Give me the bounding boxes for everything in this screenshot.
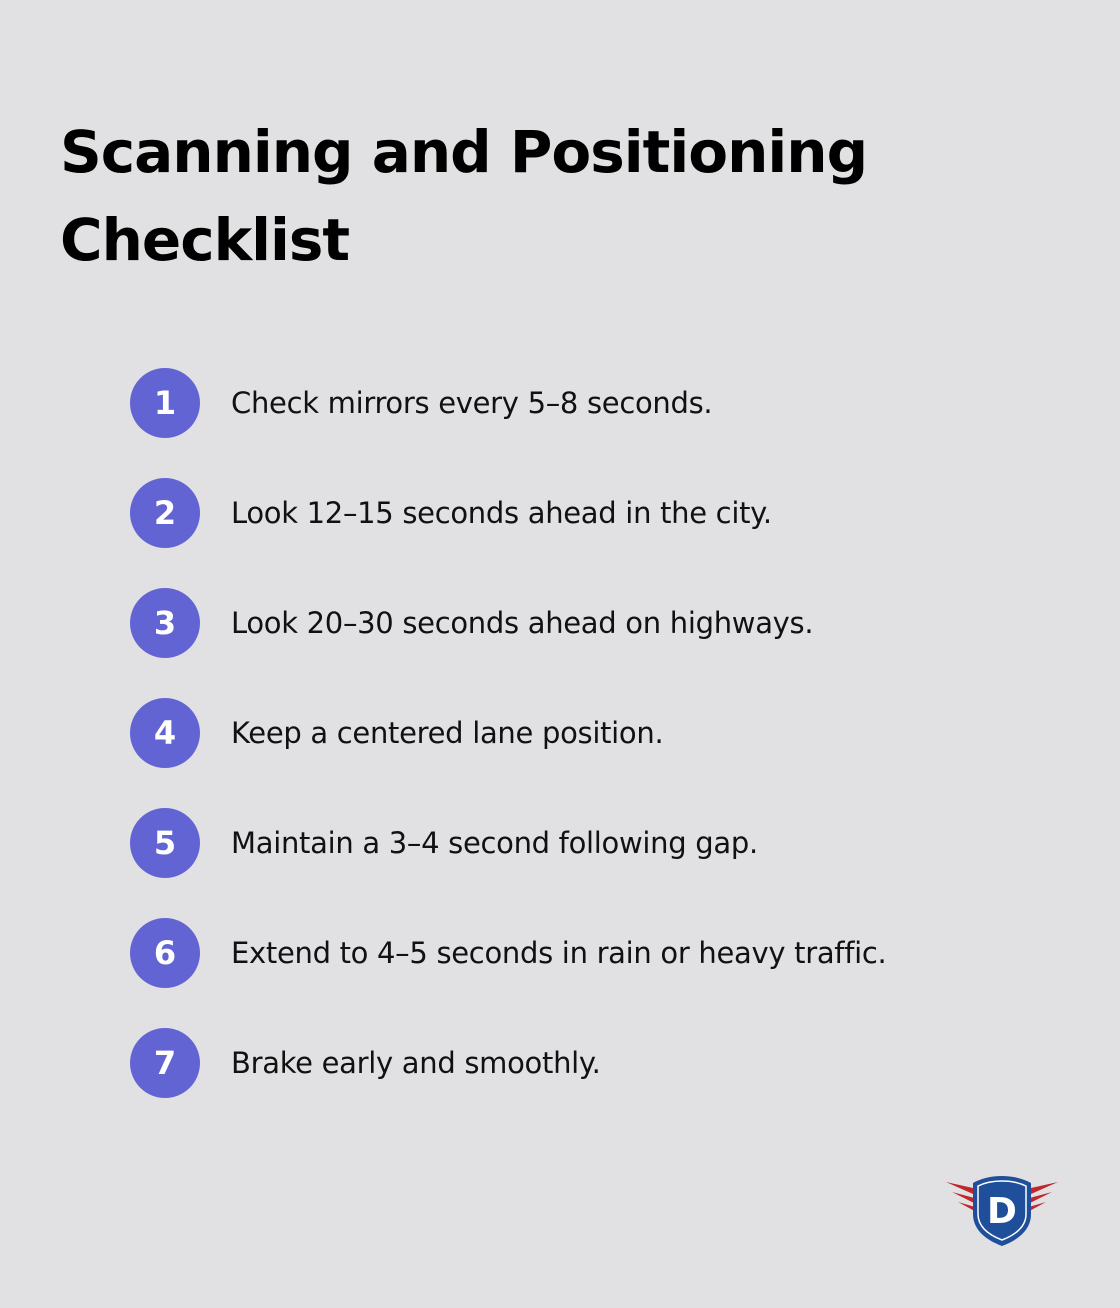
checklist-item-text: Keep a centered lane position. [231,716,664,750]
checklist-item-text: Look 20–30 seconds ahead on highways. [231,606,814,640]
step-number-badge: 5 [130,808,200,878]
step-number-badge: 4 [130,698,200,768]
checklist-item-text: Extend to 4–5 seconds in rain or heavy traffic. [231,936,887,970]
svg-text:D: D [987,1191,1017,1232]
checklist-item-text: Look 12–15 seconds ahead in the city. [231,496,772,530]
step-number-badge: 7 [130,1028,200,1098]
checklist-item-text: Check mirrors every 5–8 seconds. [231,386,713,420]
step-number-badge: 3 [130,588,200,658]
step-number-badge: 1 [130,368,200,438]
page-title: Scanning and Positioning Checklist [60,118,868,274]
checklist-item [130,918,886,988]
checklist-item [130,478,772,548]
checklist-item [130,698,663,768]
checklist-item [130,368,712,438]
winged-shield-logo-icon [944,1170,1060,1250]
checklist-item [130,1028,601,1098]
step-number-badge: 2 [130,478,200,548]
checklist-item [130,588,813,658]
checklist-item-text: Brake early and smoothly. [231,1046,601,1080]
checklist-item-text: Maintain a 3–4 second following gap. [231,826,758,860]
step-number-badge: 6 [130,918,200,988]
checklist-item [130,808,758,878]
